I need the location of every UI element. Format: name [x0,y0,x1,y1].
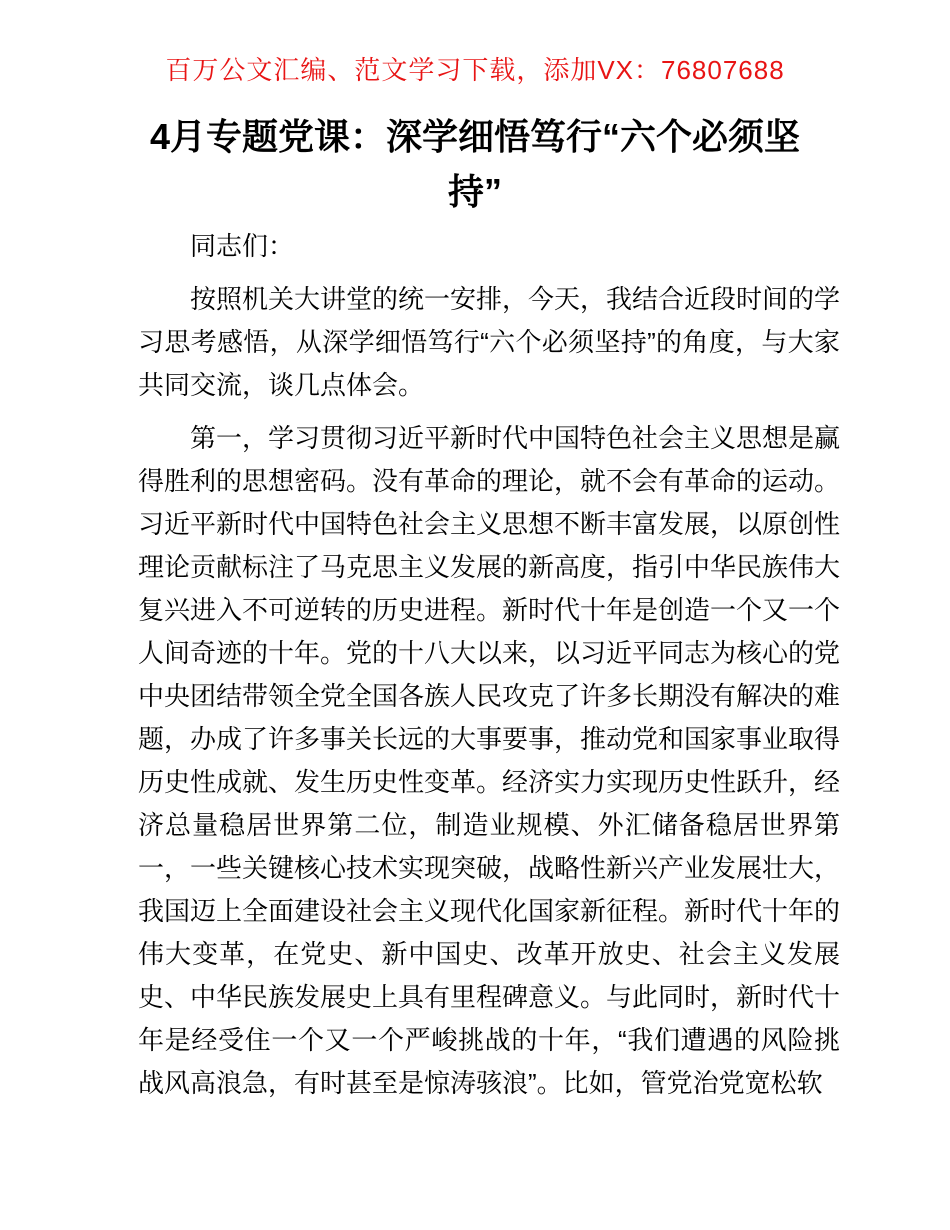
document-body [138,225,840,1105]
paragraph: 第一，学习贯彻习近平新时代中国特色社会主义思想是赢得胜利的思想密码。没有革命的理论，就不会有革命的运动。习近平新时代中国特色社会主义思想不断丰富发展，以原创性理论贡献标注了马克思主义发展的新高度，指引中华民族伟大复兴进入不可逆转的历史进程。新时代十年是创造一个又一个人间奇迹的十年。党的十八大以来，以习近平同志为核心的党中央团结带领全党全国各族人民攻克了许多长期没有解决的难题，办成了许多事关长远的大事要事，推动党和国家事业取得历史性成就、发生历史性变革。经济实力实现历史性跃升，经济总量稳居世界第二位，制造业规模、外汇储备稳居世界第一，一些关键核心技术实现突破，战略性新兴产业发展壮大，我国迈上全面建设社会主义现代化国家新征程。新时代十年的伟大变革，在党史、新中国史、改革开放史、社会主义发展史、中华民族发展史上具有里程碑意义。与此同时，新时代十年是经受住一个又一个严峻挑战的十年，“我们遭遇的风险挑战风高浪急，有时甚至是惊涛骇浪”。比如，管党治党宽松软 [138,423,841,1098]
paragraph: 同志们： [190,231,295,261]
promo-notice: 百万公文汇编、范文学习下载，添加VX：76807688 [165,55,785,85]
document-title: 4月专题党课：深学细悟笃行“六个必须坚持” [149,116,801,212]
paragraph: 按照机关大讲堂的统一安排，今天，我结合近段时间的学习思考感悟，从深学细悟笃行“六个必须坚持”的角度，与大家共同交流，谈几点体会。 [138,284,841,400]
